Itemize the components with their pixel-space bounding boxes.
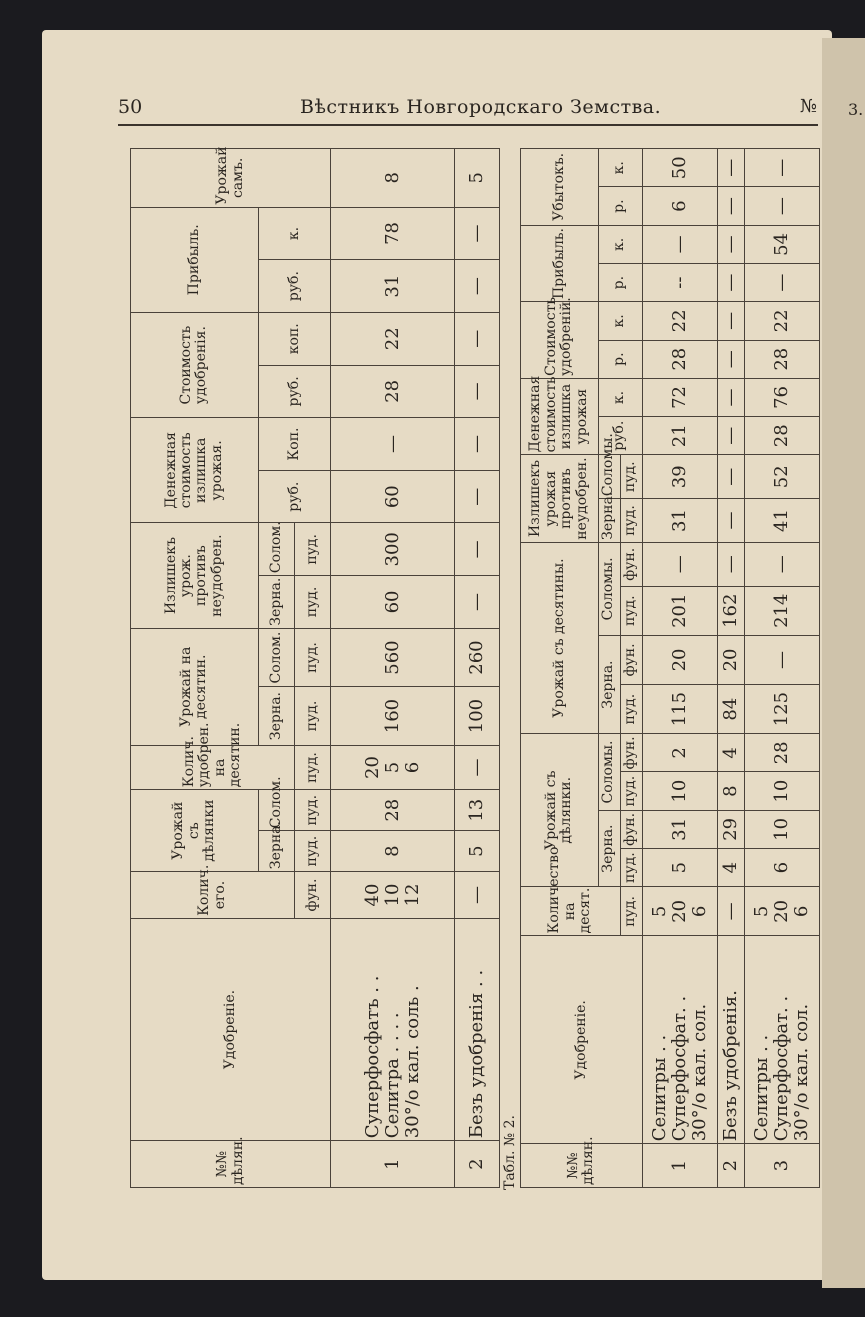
cell-fert: Суперфосфатъ . . Селитра . . . . 30°/о кал. соль . bbox=[331, 918, 454, 1140]
unit-r: р. bbox=[598, 187, 642, 225]
cell: 8 bbox=[717, 772, 744, 810]
col-plot: №№ дѣлян. bbox=[131, 1141, 331, 1188]
col-yield-plot: Урожай съ дѣлянки. bbox=[521, 734, 599, 887]
cell: 28 bbox=[642, 340, 717, 378]
unit-rub: руб. bbox=[598, 417, 642, 455]
cell: 260 bbox=[454, 628, 499, 687]
cell: 125 bbox=[745, 685, 820, 734]
cell: 22 bbox=[745, 302, 820, 340]
table-row bbox=[717, 149, 744, 1188]
cell: 31 bbox=[642, 810, 717, 848]
cell: — bbox=[454, 312, 499, 365]
unit-pud: пуд. bbox=[295, 745, 331, 789]
cell: 8 bbox=[331, 149, 454, 208]
cell: 6 bbox=[745, 849, 820, 887]
sub-grain: Зерна. bbox=[598, 499, 620, 543]
cell: 28 bbox=[745, 734, 820, 772]
cell-fert: Безъ удобренія. bbox=[717, 936, 744, 1144]
cell: 5 bbox=[454, 831, 499, 872]
rotated-tables bbox=[130, 148, 810, 1188]
cell-no: 3 bbox=[745, 1144, 820, 1188]
cell: — bbox=[454, 745, 499, 789]
cell: — bbox=[642, 225, 717, 263]
cell: 4 bbox=[717, 734, 744, 772]
cell: 13 bbox=[454, 790, 499, 831]
cell: — bbox=[717, 499, 744, 543]
cell: — bbox=[454, 470, 499, 523]
cell: 10 bbox=[745, 772, 820, 810]
cell: 39 bbox=[642, 455, 717, 499]
col-surplus: Излишекъ урож. противъ неудобрен. bbox=[131, 523, 259, 628]
col-money: Денежная стоимость излишка урожая bbox=[521, 378, 599, 455]
cell-no: 2 bbox=[717, 1144, 744, 1188]
col-yield-des: Урожай съ десятины. bbox=[521, 542, 599, 733]
cell: 52 bbox=[745, 455, 820, 499]
unit-pud: пуд. bbox=[295, 687, 331, 745]
table-row bbox=[745, 149, 820, 1188]
cell: — bbox=[717, 542, 744, 586]
issue-mark: № bbox=[800, 96, 818, 117]
unit-fun: фун. bbox=[620, 734, 642, 772]
sub-straw: Соломы. bbox=[598, 734, 620, 811]
cell-qty: 5 20 6 bbox=[642, 887, 717, 936]
sub-grain: Зерна. bbox=[258, 687, 294, 745]
cell: 28 bbox=[331, 790, 454, 831]
unit-rub: руб. bbox=[258, 470, 331, 523]
col-plot: №№ дѣлян. bbox=[521, 1144, 643, 1188]
cell: 28 bbox=[331, 365, 454, 418]
unit-fun: фун. bbox=[295, 872, 331, 919]
cell: — bbox=[717, 187, 744, 225]
unit-pud: пуд. bbox=[295, 523, 331, 576]
cell: — bbox=[454, 418, 499, 471]
col-yield-plot: Урожай съ дѣлянки bbox=[131, 790, 259, 872]
sub-straw: Солом. bbox=[258, 523, 294, 576]
adjacent-page-number: 3. bbox=[848, 100, 864, 119]
page-number: 50 bbox=[118, 96, 143, 118]
unit-k: к. bbox=[598, 378, 642, 416]
col-surplus: Излишекъ урожая противъ неудобрен. bbox=[521, 455, 599, 542]
sub-straw: Соломы. bbox=[598, 455, 620, 499]
table-label: Табл. № 2. bbox=[502, 1115, 518, 1190]
cell: 29 bbox=[717, 810, 744, 848]
fertilizer-table-2 bbox=[520, 148, 820, 1188]
cell: 41 bbox=[745, 499, 820, 543]
unit-pud: пуд. bbox=[620, 887, 642, 936]
unit-pud: пуд. bbox=[620, 586, 642, 635]
cell-fert: Селитры . . Суперфосфат. . 30°/о кал. сол. bbox=[745, 936, 820, 1144]
col-cost: Стоимость удобренія. bbox=[131, 312, 259, 417]
cell: 2 bbox=[642, 734, 717, 772]
cell: 162 bbox=[717, 586, 744, 635]
cell: — bbox=[717, 455, 744, 499]
cell: 20 5 6 bbox=[331, 745, 454, 789]
unit-pud: пуд. bbox=[295, 576, 331, 629]
unit-r: р. bbox=[598, 264, 642, 302]
cell: 54 bbox=[745, 225, 820, 263]
cell: 60 bbox=[331, 576, 454, 629]
cell: 100 bbox=[454, 687, 499, 745]
unit-k: к. bbox=[598, 302, 642, 340]
unit-pud: пуд. bbox=[620, 849, 642, 887]
cell: 20 bbox=[642, 635, 717, 684]
cell: 76 bbox=[745, 378, 820, 416]
adjacent-page-edge bbox=[822, 38, 865, 1288]
cell: 4 bbox=[717, 849, 744, 887]
cell: — bbox=[454, 523, 499, 576]
unit-fun: фун. bbox=[620, 635, 642, 684]
cell: 6 bbox=[642, 187, 717, 225]
col-qty: Количество на десят. bbox=[521, 887, 621, 936]
cell: 560 bbox=[331, 628, 454, 687]
cell: — bbox=[717, 378, 744, 416]
col-fertilizer: Удобреніе. bbox=[131, 918, 331, 1140]
cell: 160 bbox=[331, 687, 454, 745]
cell: 5 bbox=[454, 149, 499, 208]
fertilizer-table-1 bbox=[130, 148, 500, 1188]
cell-qty: 40 10 12 bbox=[331, 872, 454, 919]
table-row bbox=[642, 149, 717, 1188]
unit-fun: фун. bbox=[620, 542, 642, 586]
cell-fert: Селитры . . Суперфосфат. . 30°/о кал. сол. bbox=[642, 936, 717, 1144]
unit-rub: руб. bbox=[258, 365, 331, 418]
cell: — bbox=[454, 365, 499, 418]
cell: 50 bbox=[642, 149, 717, 187]
unit-pud: пуд. bbox=[295, 831, 331, 872]
cell: 300 bbox=[331, 523, 454, 576]
cell: — bbox=[745, 149, 820, 187]
col-fertilizer: Удобреніе. bbox=[521, 936, 643, 1144]
cell: — bbox=[717, 149, 744, 187]
col-harvest: Урожай самъ. bbox=[131, 149, 331, 208]
running-title: Вѣстникъ Новгородскаго Земства. bbox=[300, 96, 662, 118]
sub-grain: Зерна. bbox=[598, 635, 620, 733]
cell: 21 bbox=[642, 417, 717, 455]
col-money: Денежная стоимость излишка урожая. bbox=[131, 418, 259, 523]
cell: — bbox=[745, 635, 820, 684]
cell: — bbox=[454, 207, 499, 260]
cell: — bbox=[717, 264, 744, 302]
cell: 60 bbox=[331, 470, 454, 523]
cell: 22 bbox=[642, 302, 717, 340]
unit-kop: коп. bbox=[258, 312, 331, 365]
cell: 8 bbox=[331, 831, 454, 872]
cell: 28 bbox=[745, 417, 820, 455]
cell-qty: 5 20 6 bbox=[745, 887, 820, 936]
sub-grain: Зерна. bbox=[258, 831, 294, 872]
cell: 115 bbox=[642, 685, 717, 734]
unit-pud: пуд. bbox=[295, 790, 331, 831]
col-yield-des: Урожай на десятин. bbox=[131, 628, 259, 745]
header-rule bbox=[118, 124, 818, 126]
sub-straw: Соломы. bbox=[598, 542, 620, 635]
unit-k: к. bbox=[598, 225, 642, 263]
sub-straw: Солом. bbox=[258, 628, 294, 687]
unit-pud: пуд. bbox=[620, 499, 642, 543]
cell: 72 bbox=[642, 378, 717, 416]
unit-k: к. bbox=[598, 149, 642, 187]
unit-r: р. bbox=[598, 340, 642, 378]
unit-kop: Коп. bbox=[258, 418, 331, 471]
col-cost: Стоимость удобреній. bbox=[521, 302, 599, 379]
cell: — bbox=[745, 542, 820, 586]
cell: — bbox=[717, 417, 744, 455]
unit-fun: фун. bbox=[620, 810, 642, 848]
unit-pud: пуд. bbox=[295, 628, 331, 687]
cell: 28 bbox=[745, 340, 820, 378]
cell: — bbox=[717, 225, 744, 263]
unit-k: к. bbox=[258, 207, 331, 260]
sub-grain: Зерна. bbox=[258, 576, 294, 629]
cell: — bbox=[717, 340, 744, 378]
col-profit: Прибыль. bbox=[521, 225, 599, 302]
cell-fert: Безъ удобренія . . bbox=[454, 918, 499, 1140]
cell: 84 bbox=[717, 685, 744, 734]
cell: — bbox=[331, 418, 454, 471]
col-loss: Убытокъ. bbox=[521, 149, 599, 226]
unit-pud: пуд. bbox=[620, 772, 642, 810]
col-profit: Прибыль. bbox=[131, 207, 259, 312]
cell: — bbox=[454, 260, 499, 313]
table-row bbox=[454, 149, 499, 1188]
col-qty-des: Колич. удобрен. на десятин. bbox=[131, 745, 295, 789]
cell: 10 bbox=[745, 810, 820, 848]
cell: 22 bbox=[331, 312, 454, 365]
unit-rub: руб. bbox=[258, 260, 331, 313]
cell: — bbox=[642, 542, 717, 586]
col-qty: Колич. его. bbox=[131, 872, 295, 919]
cell-qty: — bbox=[454, 872, 499, 919]
cell: — bbox=[745, 187, 820, 225]
unit-pud: пуд. bbox=[620, 455, 642, 499]
cell: 10 bbox=[642, 772, 717, 810]
cell: — bbox=[745, 264, 820, 302]
cell-no: 1 bbox=[331, 1141, 454, 1188]
cell-no: 2 bbox=[454, 1141, 499, 1188]
cell: 78 bbox=[331, 207, 454, 260]
cell: 5 bbox=[642, 849, 717, 887]
cell: 214 bbox=[745, 586, 820, 635]
cell: 31 bbox=[331, 260, 454, 313]
unit-pud: пуд. bbox=[620, 685, 642, 734]
cell: — bbox=[717, 302, 744, 340]
cell: 201 bbox=[642, 586, 717, 635]
sub-straw: Солом. bbox=[258, 790, 294, 831]
sub-grain: Зерна. bbox=[598, 810, 620, 887]
cell: — bbox=[454, 576, 499, 629]
table-row bbox=[331, 149, 454, 1188]
cell: 31 bbox=[642, 499, 717, 543]
cell-no: 1 bbox=[642, 1144, 717, 1188]
cell: -- bbox=[642, 264, 717, 302]
cell-qty: — bbox=[717, 887, 744, 936]
cell: 20 bbox=[717, 635, 744, 684]
